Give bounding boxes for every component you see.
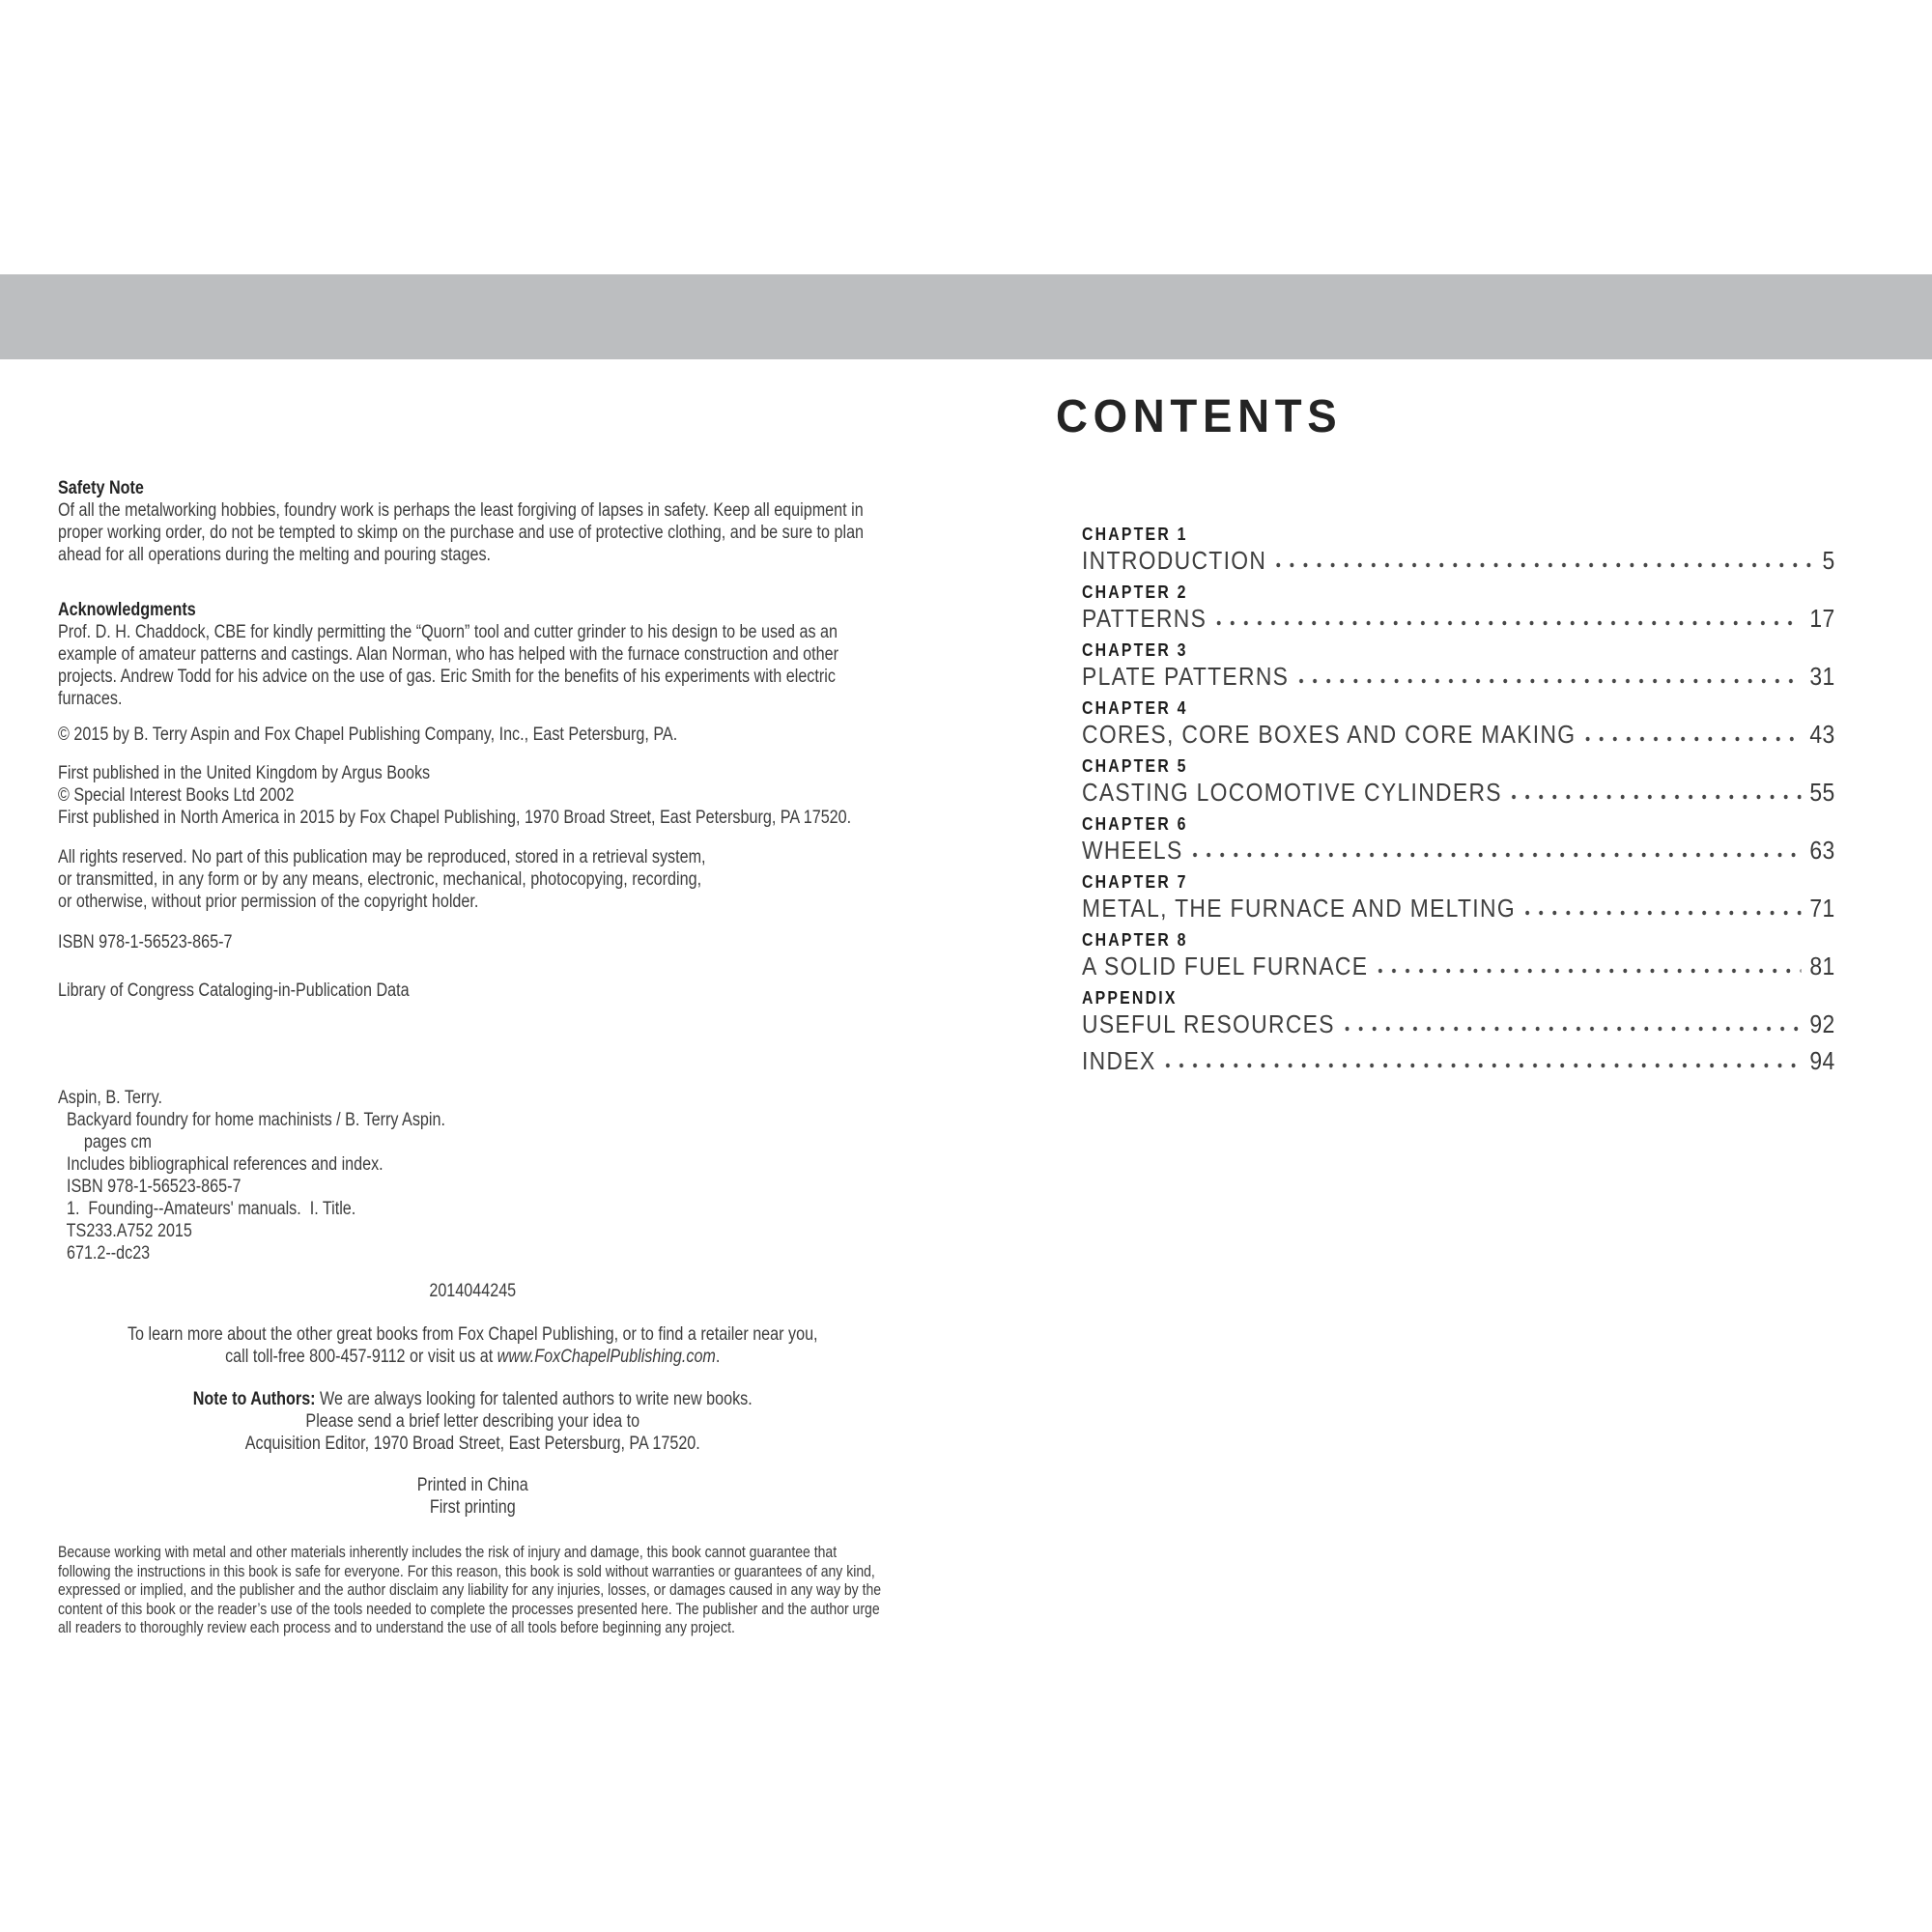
copyright-page bbox=[58, 477, 888, 1638]
dot-leader bbox=[1374, 952, 1802, 981]
safety-note-heading: Safety Note bbox=[58, 478, 144, 498]
toc-page-number: 71 bbox=[1809, 894, 1835, 923]
dot-leader bbox=[1188, 837, 1802, 866]
toc-chapter-title: CASTING LOCOMOTIVE CYLINDERS bbox=[1082, 778, 1502, 807]
cip-line: 671.2--dc23 bbox=[58, 1243, 151, 1264]
dot-leader bbox=[1161, 1047, 1802, 1076]
toc-entry bbox=[1082, 987, 1835, 1039]
toc-chapter-label: CHAPTER 1 bbox=[1082, 525, 1188, 544]
table-of-contents bbox=[1082, 524, 1835, 1082]
note-to-authors-label: Note to Authors: bbox=[192, 1389, 316, 1409]
toc-row bbox=[1082, 893, 1835, 923]
toc-entry bbox=[1082, 929, 1835, 981]
dot-leader bbox=[1340, 1010, 1801, 1039]
cip-line: 1. Founding--Amateurs' manuals. I. Title. bbox=[58, 1199, 356, 1219]
printing-line: Printed in China bbox=[416, 1475, 528, 1495]
cip-line: ISBN 978-1-56523-865-7 bbox=[58, 1177, 242, 1197]
learn-more-block bbox=[58, 1323, 888, 1368]
toc-row bbox=[1082, 661, 1835, 692]
toc-chapter-title: WHEELS bbox=[1082, 836, 1183, 865]
toc-row bbox=[1082, 603, 1835, 634]
loc-control-number: 2014044245 bbox=[429, 1281, 517, 1301]
cip-line: Aspin, B. Terry. bbox=[58, 1088, 163, 1108]
publication-line: First published in North America in 2015 by Fox Chapel Publishing, 1970 Broad Street, East Petersburg, PA 17520. bbox=[58, 808, 852, 828]
toc-page-number: 5 bbox=[1822, 546, 1835, 575]
toc-row bbox=[1082, 835, 1835, 866]
rights-line: or otherwise, without prior permission of the copyright holder. bbox=[58, 892, 479, 912]
toc-page-number: 43 bbox=[1809, 720, 1835, 749]
publication-line: First published in the United Kingdom by Argus Books bbox=[58, 763, 431, 783]
publication-line: © Special Interest Books Ltd 2002 bbox=[58, 785, 295, 806]
toc-chapter-label: APPENDIX bbox=[1082, 988, 1178, 1008]
toc-index-page-number: 94 bbox=[1809, 1046, 1835, 1075]
toc-entries bbox=[1082, 524, 1835, 1039]
rights-line: or transmitted, in any form or by any means, electronic, mechanical, photocopying, recording, bbox=[58, 869, 702, 890]
toc-chapter-title: PATTERNS bbox=[1082, 604, 1208, 633]
learn-more-line2: call toll-free 800-457-9112 or visit us at www.FoxChapelPublishing.com. bbox=[225, 1347, 721, 1367]
isbn-line: ISBN 978-1-56523-865-7 bbox=[58, 932, 233, 952]
cip-data-block bbox=[58, 1020, 888, 1264]
toc-entry bbox=[1082, 697, 1835, 750]
publisher-url: www.FoxChapelPublishing.com bbox=[497, 1347, 716, 1367]
dot-leader bbox=[1581, 721, 1802, 750]
toc-chapter-label: CHAPTER 4 bbox=[1082, 698, 1188, 718]
cip-line: pages cm bbox=[58, 1132, 152, 1152]
cip-line: TS233.A752 2015 bbox=[58, 1221, 192, 1241]
learn-more-line1: To learn more about the other great books from Fox Chapel Publishing, or to find a retailer near you, bbox=[127, 1324, 818, 1345]
dot-leader bbox=[1211, 605, 1801, 634]
toc-entry bbox=[1082, 582, 1835, 634]
acknowledgments-body: Prof. D. H. Chaddock, CBE for kindly permitting the “Quorn” tool and cutter grinder to his design to be used as an example of amateur patterns and castings. Alan Norman, who has helped with the furnace construction and other projects. Andrew Todd for his advice on the use of gas. Eric Smith for the benefits of his experiments with electric furnaces. bbox=[58, 622, 838, 709]
copyright-line: © 2015 by B. Terry Aspin and Fox Chapel Publishing Company, Inc., East Petersburg, PA. bbox=[58, 724, 678, 745]
note-to-authors-block bbox=[58, 1388, 888, 1455]
toc-chapter-label: CHAPTER 2 bbox=[1082, 582, 1188, 602]
toc-chapter-label: CHAPTER 5 bbox=[1082, 756, 1188, 776]
toc-page-number: 63 bbox=[1809, 836, 1835, 865]
rights-statement bbox=[58, 846, 888, 913]
toc-chapter-title: METAL, THE FURNACE AND MELTING bbox=[1082, 894, 1516, 923]
toc-row bbox=[1082, 1045, 1835, 1076]
printing-line: First printing bbox=[429, 1497, 516, 1518]
toc-page-number: 17 bbox=[1809, 604, 1835, 633]
disclaimer-paragraph: Because working with metal and other materials inherently includes the risk of injury and damage, this book cannot guarantee that following the instructions in this book is safe for everyone. For this reason, this book is sold without warranties or guarantees of any kind, expressed or implied, and the publisher and the author disclaim any liability for any injuries, losses, or damages caused in any way by the content of this book or the reader’s use of the tools needed to complete the processes presented here. The publisher and the author urge all readers to thoroughly review each process and to understand the use of all tools before beginning any project. bbox=[58, 1544, 882, 1636]
toc-row bbox=[1082, 545, 1835, 576]
cip-line: Includes bibliographical references and index. bbox=[58, 1154, 384, 1175]
dot-leader bbox=[1520, 895, 1801, 923]
note-to-authors-line3: Acquisition Editor, 1970 Broad Street, East Petersburg, PA 17520. bbox=[244, 1434, 700, 1454]
toc-entry bbox=[1082, 524, 1835, 576]
note-to-authors-line2: Please send a brief letter describing your idea to bbox=[305, 1411, 640, 1432]
dot-leader bbox=[1507, 779, 1801, 808]
toc-page-number: 55 bbox=[1809, 778, 1835, 807]
toc-index-title: INDEX bbox=[1082, 1046, 1156, 1075]
toc-entry bbox=[1082, 755, 1835, 808]
dot-leader bbox=[1294, 663, 1802, 692]
toc-chapter-title: USEFUL RESOURCES bbox=[1082, 1009, 1335, 1038]
cip-line: Backyard foundry for home machinists / B. Terry Aspin. bbox=[58, 1110, 445, 1130]
publication-history bbox=[58, 762, 888, 829]
toc-chapter-title: A SOLID FUEL FURNACE bbox=[1082, 952, 1369, 980]
toc-chapter-label: CHAPTER 7 bbox=[1082, 872, 1188, 892]
safety-note-body: Of all the metalworking hobbies, foundry work is perhaps the least forgiving of lapses in safety. Keep all equipment in proper working order, do not be tempted to skimp on the purchase and use of protective clothing, and be sure to plan ahead for all operations during the melting and pouring stages. bbox=[58, 500, 865, 565]
toc-chapter-label: CHAPTER 6 bbox=[1082, 814, 1188, 834]
printing-info bbox=[58, 1474, 888, 1519]
toc-page-number: 92 bbox=[1809, 1009, 1835, 1038]
toc-page-number: 31 bbox=[1809, 662, 1835, 691]
acknowledgments-section bbox=[58, 599, 888, 710]
toc-chapter-label: CHAPTER 3 bbox=[1082, 640, 1188, 660]
gray-band bbox=[0, 274, 1932, 359]
toc-page-number: 81 bbox=[1809, 952, 1835, 980]
toc-index-entry bbox=[1082, 1045, 1835, 1076]
toc-entry bbox=[1082, 639, 1835, 692]
loc-heading: Library of Congress Cataloging-in-Publication Data bbox=[58, 980, 410, 1001]
contents-page-title: CONTENTS bbox=[1056, 391, 1343, 442]
toc-row bbox=[1082, 951, 1835, 981]
toc-chapter-title: PLATE PATTERNS bbox=[1082, 662, 1290, 691]
toc-row bbox=[1082, 777, 1835, 808]
note-to-authors-line1: Note to Authors: We are always looking for talented authors to write new books. bbox=[192, 1389, 753, 1409]
toc-chapter-title: INTRODUCTION bbox=[1082, 546, 1267, 575]
toc-chapter-title: CORES, CORE BOXES AND CORE MAKING bbox=[1082, 720, 1577, 749]
toc-row bbox=[1082, 1009, 1835, 1039]
toc-entry bbox=[1082, 871, 1835, 923]
rights-line: All rights reserved. No part of this publication may be reproduced, stored in a retrieval system, bbox=[58, 847, 706, 867]
dot-leader bbox=[1272, 547, 1814, 576]
toc-row bbox=[1082, 719, 1835, 750]
toc-entry bbox=[1082, 813, 1835, 866]
safety-note-section bbox=[58, 477, 888, 566]
toc-chapter-label: CHAPTER 8 bbox=[1082, 930, 1188, 950]
acknowledgments-heading: Acknowledgments bbox=[58, 600, 196, 620]
